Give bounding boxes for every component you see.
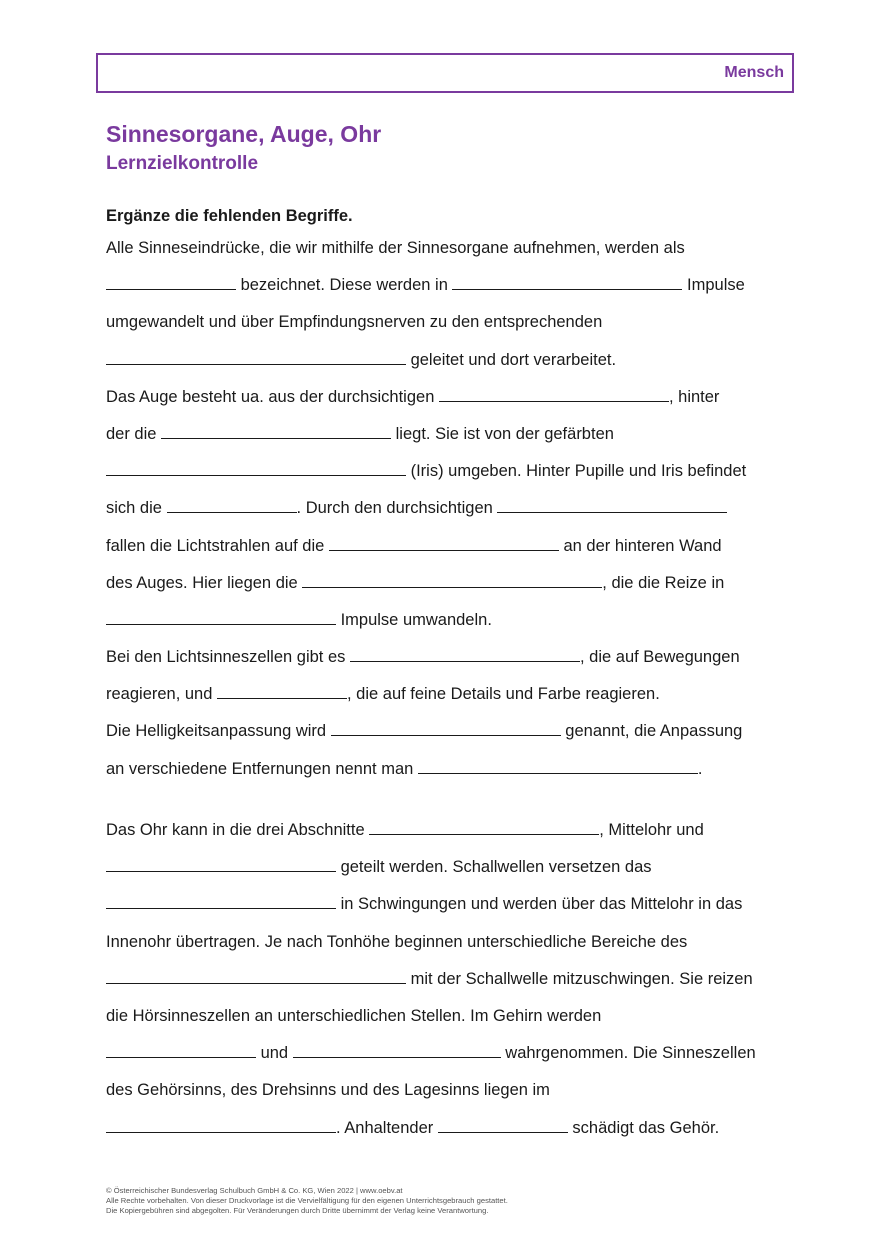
blank-field[interactable] xyxy=(438,1120,568,1133)
blank-field[interactable] xyxy=(293,1045,501,1058)
text: reagieren, und xyxy=(106,685,217,704)
text-line xyxy=(106,342,806,379)
text-line xyxy=(106,1035,806,1072)
section-eye xyxy=(106,230,806,788)
blank-field[interactable] xyxy=(369,822,599,835)
blank-field[interactable] xyxy=(497,500,727,513)
header-label: Mensch xyxy=(724,64,784,81)
text: Innenohr übertragen. Je nach Tonhöhe beginnen unterschiedliche Bereiche des xyxy=(106,932,688,951)
text: Das Auge besteht ua. aus der durchsichtigen xyxy=(106,387,439,406)
text: , die auf Bewegungen xyxy=(580,648,740,667)
task-instruction: Ergänze die fehlenden Begriffe. xyxy=(106,207,353,225)
text-line xyxy=(106,849,806,886)
text: Impulse umwandeln. xyxy=(336,610,492,629)
text: , die auf feine Details und Farbe reagieren. xyxy=(347,685,660,704)
text: und xyxy=(256,1044,293,1063)
text: Die Helligkeitsanpassung wird xyxy=(106,722,331,741)
text: umgewandelt und über Empfindungsnerven zu den entsprechenden xyxy=(106,313,603,332)
blank-field[interactable] xyxy=(452,277,682,290)
text-line xyxy=(106,639,806,676)
page-title: Sinnesorgane, Auge, Ohr xyxy=(106,121,382,147)
text: mit der Schallwelle mitzuschwingen. Sie reizen xyxy=(406,969,753,988)
text-line xyxy=(106,304,806,341)
text-line xyxy=(106,528,806,565)
text: an der hinteren Wand xyxy=(558,536,722,555)
text: schädigt das Gehör. xyxy=(567,1118,720,1137)
text-line xyxy=(106,886,806,923)
blank-field[interactable] xyxy=(329,538,559,551)
blank-field[interactable] xyxy=(106,612,336,625)
rights-line: Alle Rechte vorbehalten. Von dieser Druckvorlage ist die Vervielfältigung für den eigenen Unterrichtsgebrauch gestattet. xyxy=(106,1196,508,1205)
text: geteilt werden. Schallwellen versetzen das xyxy=(336,858,652,877)
text-line xyxy=(106,998,806,1035)
text-line xyxy=(106,379,806,416)
text: sich die xyxy=(106,499,167,518)
text-line xyxy=(106,812,806,849)
text: Alle Sinneseindrücke, die wir mithilfe der Sinnesorgane aufnehmen, werden als xyxy=(106,239,685,257)
text: fallen die Lichtstrahlen auf die xyxy=(106,536,329,555)
text-line xyxy=(106,676,806,713)
text-line xyxy=(106,416,806,453)
text-line xyxy=(106,713,806,750)
text-line xyxy=(106,961,806,998)
text-line xyxy=(106,751,806,788)
header-box xyxy=(96,53,794,93)
text: die Hörsinneszellen an unterschiedlichen Stellen. Im Gehirn werden xyxy=(106,1006,602,1025)
text: geleitet und dort verarbeitet. xyxy=(406,350,617,369)
text-line xyxy=(106,230,806,267)
text-line xyxy=(106,565,806,602)
section-ear xyxy=(106,812,806,1147)
text: Bei den Lichtsinneszellen gibt es xyxy=(106,648,350,667)
text-line xyxy=(106,490,806,527)
blank-field[interactable] xyxy=(161,426,391,439)
text-line xyxy=(106,602,806,639)
blank-field[interactable] xyxy=(106,971,406,984)
text: in Schwingungen und werden über das Mittelohr in das xyxy=(336,895,743,914)
text: . xyxy=(697,759,703,778)
text: liegt. Sie ist von der gefärbten xyxy=(391,424,614,443)
blank-field[interactable] xyxy=(418,761,698,774)
text-line xyxy=(106,1072,806,1109)
text: des Gehörsinns, des Drehsinns und des Lagesinns liegen im xyxy=(106,1081,550,1100)
text: . Anhaltender xyxy=(336,1118,438,1137)
blank-field[interactable] xyxy=(106,896,336,909)
fees-line: Die Kopiergebühren sind abgegolten. Für Veränderungen durch Dritte übernimmt der Verlag keine Verantwortung. xyxy=(106,1206,489,1215)
blank-field[interactable] xyxy=(106,859,336,872)
footer xyxy=(106,1186,508,1216)
text: . Durch den durchsichtigen xyxy=(296,499,498,518)
blank-field[interactable] xyxy=(106,1120,336,1133)
blank-field[interactable] xyxy=(331,723,561,736)
text: Das Ohr kann in die drei Abschnitte xyxy=(106,821,370,839)
text: Impulse xyxy=(682,276,745,295)
blank-field[interactable] xyxy=(106,463,406,476)
blank-field[interactable] xyxy=(350,649,580,662)
text: der die xyxy=(106,424,162,443)
blank-field[interactable] xyxy=(302,575,602,588)
text: an verschiedene Entfernungen nennt man xyxy=(106,759,418,778)
text-line xyxy=(106,453,806,490)
text: , die die Reize in xyxy=(602,573,725,592)
text-line xyxy=(106,267,806,304)
blank-field[interactable] xyxy=(106,352,406,365)
page-subtitle: Lernzielkontrolle xyxy=(106,153,259,174)
copyright-line: © Österreichischer Bundesverlag Schulbuch GmbH & Co. KG, Wien 2022 | www.oebv.at xyxy=(106,1186,403,1195)
text: wahrgenommen. Die Sinneszellen xyxy=(500,1044,756,1063)
text: (Iris) umgeben. Hinter Pupille und Iris befindet xyxy=(406,462,747,481)
blank-field[interactable] xyxy=(439,389,669,402)
text-line xyxy=(106,924,806,961)
text: bezeichnet. Diese werden in xyxy=(236,276,453,295)
blank-field[interactable] xyxy=(106,1045,256,1058)
text: , hinter xyxy=(668,387,720,406)
text: des Auges. Hier liegen die xyxy=(106,573,303,592)
blank-field[interactable] xyxy=(167,500,297,513)
blank-field[interactable] xyxy=(217,686,347,699)
blank-field[interactable] xyxy=(106,277,236,290)
text: , Mittelohr und xyxy=(599,821,704,839)
text-line xyxy=(106,1110,806,1147)
text: genannt, die Anpassung xyxy=(560,722,743,741)
